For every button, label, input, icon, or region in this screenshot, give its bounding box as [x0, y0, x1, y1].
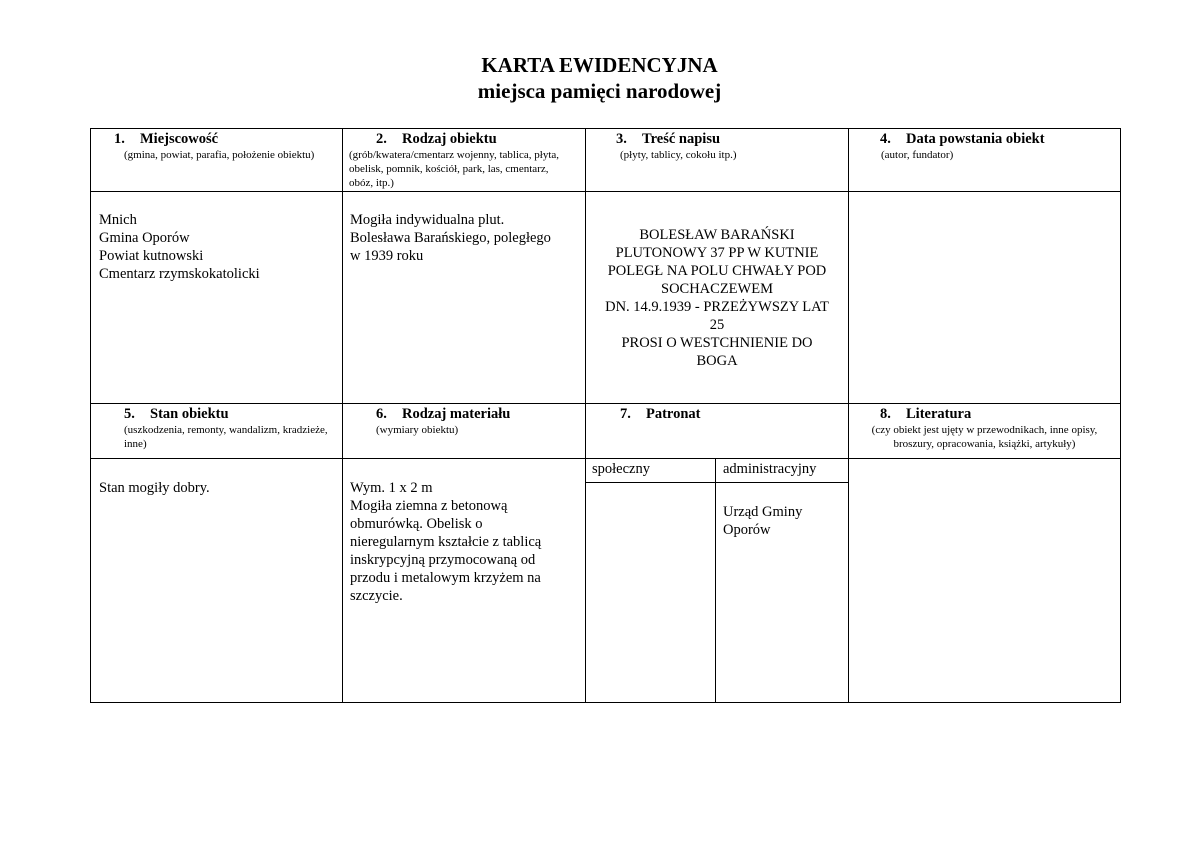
content-line: przodu i metalowym krzyżem na — [350, 570, 541, 586]
content-line: Mogiła indywidualna plut. — [350, 212, 505, 228]
header-label: Rodzaj materiału — [402, 406, 511, 422]
header-data-powstania — [849, 131, 1120, 162]
header-miejscowosc — [91, 131, 342, 162]
document-subtitle: miejsca pamięci narodowej — [477, 79, 722, 103]
inscription-line: DN. 14.9.1939 - PRZEŻYWSZY LAT — [605, 299, 829, 315]
header-description: (grób/kwatera/cmentarz wojenny, tablica, płyta, obelisk, pomnik, kościół, park, las, cmentarz, obóz, itp.) — [349, 149, 560, 189]
header-tresc-napisu — [586, 131, 848, 162]
header-number: 2. — [376, 131, 387, 147]
content-line: inskrypcyjną przymocowaną od — [350, 552, 536, 568]
inscription-line: PLUTONOWY 37 PP W KUTNIE — [615, 245, 819, 261]
header-label: Literatura — [906, 406, 972, 422]
header-number: 6. — [376, 406, 387, 422]
content-miejscowosc — [99, 211, 339, 283]
header-stan-obiektu — [91, 406, 342, 451]
content-line: w 1939 roku — [350, 248, 424, 264]
content-line: Mogiła ziemna z betonową — [350, 498, 508, 514]
content-stan-obiektu: Stan mogiły dobry. — [99, 480, 210, 496]
header-number: 7. — [620, 406, 631, 422]
header-rodzaj-materialu — [343, 406, 585, 437]
header-description: (wymiary obiektu) — [376, 424, 459, 436]
header-number: 1. — [114, 131, 125, 147]
header-rodzaj-obiektu — [343, 131, 585, 190]
content-tresc-napisu — [586, 226, 848, 370]
content-rodzaj-materialu — [350, 479, 582, 605]
content-line: obmurówką. Obelisk o — [350, 516, 483, 532]
header-number: 4. — [880, 131, 891, 147]
content-line: nieregularnym kształcie z tablicą — [350, 534, 542, 550]
inscription-line: PROSI O WESTCHNIENIE DO — [621, 335, 813, 351]
header-label: Patronat — [646, 406, 701, 422]
content-line: Powiat kutnowski — [99, 248, 204, 264]
patronat-spoleczny-label: społeczny — [592, 461, 650, 477]
inscription-line: BOGA — [696, 353, 738, 369]
header-description: (gmina, powiat, parafia, położenie obiektu) — [124, 149, 315, 161]
content-line: Oporów — [723, 522, 771, 538]
content-line: Cmentarz rzymskokatolicki — [99, 266, 260, 282]
patronat-administracyjny-value — [723, 503, 847, 539]
header-description: (czy obiekt jest ujęty w przewodnikach, inne opisy, broszury, opracowania, książki, artykuły) — [871, 424, 1098, 450]
document-title: KARTA EWIDENCYJNA — [481, 53, 718, 77]
title-block — [0, 52, 1199, 104]
content-line: Bolesława Barańskiego, poległego — [350, 230, 551, 246]
patronat-administracyjny-label: administracyjny — [723, 461, 817, 477]
inscription-line: POLEGŁ NA POLU CHWAŁY POD — [607, 263, 827, 279]
header-label: Data powstania obiekt — [906, 131, 1045, 147]
content-line: Gmina Oporów — [99, 230, 190, 246]
header-description: (autor, fundator) — [881, 149, 954, 161]
content-line: Wym. 1 x 2 m — [350, 480, 433, 496]
inscription-line: SOCHACZEWEM — [661, 281, 773, 297]
inscription-line: BOLESŁAW BARAŃSKI — [639, 227, 795, 243]
header-number: 5. — [124, 406, 135, 422]
content-line: szczycie. — [350, 588, 403, 604]
header-label: Rodzaj obiektu — [402, 131, 497, 147]
header-description: (uszkodzenia, remonty, wandalizm, kradzieże, inne) — [124, 424, 328, 450]
content-rodzaj-obiektu — [350, 211, 582, 265]
header-literatura — [849, 406, 1120, 451]
header-patronat — [586, 406, 848, 423]
inscription-line: 25 — [709, 317, 725, 333]
header-label: Treść napisu — [642, 131, 721, 147]
header-number: 3. — [616, 131, 627, 147]
header-label: Miejscowość — [140, 131, 219, 147]
header-label: Stan obiektu — [150, 406, 229, 422]
header-description: (płyty, tablicy, cokołu itp.) — [620, 149, 737, 161]
content-line: Urząd Gminy — [723, 504, 803, 520]
header-number: 8. — [880, 406, 891, 422]
content-line: Mnich — [99, 212, 137, 228]
